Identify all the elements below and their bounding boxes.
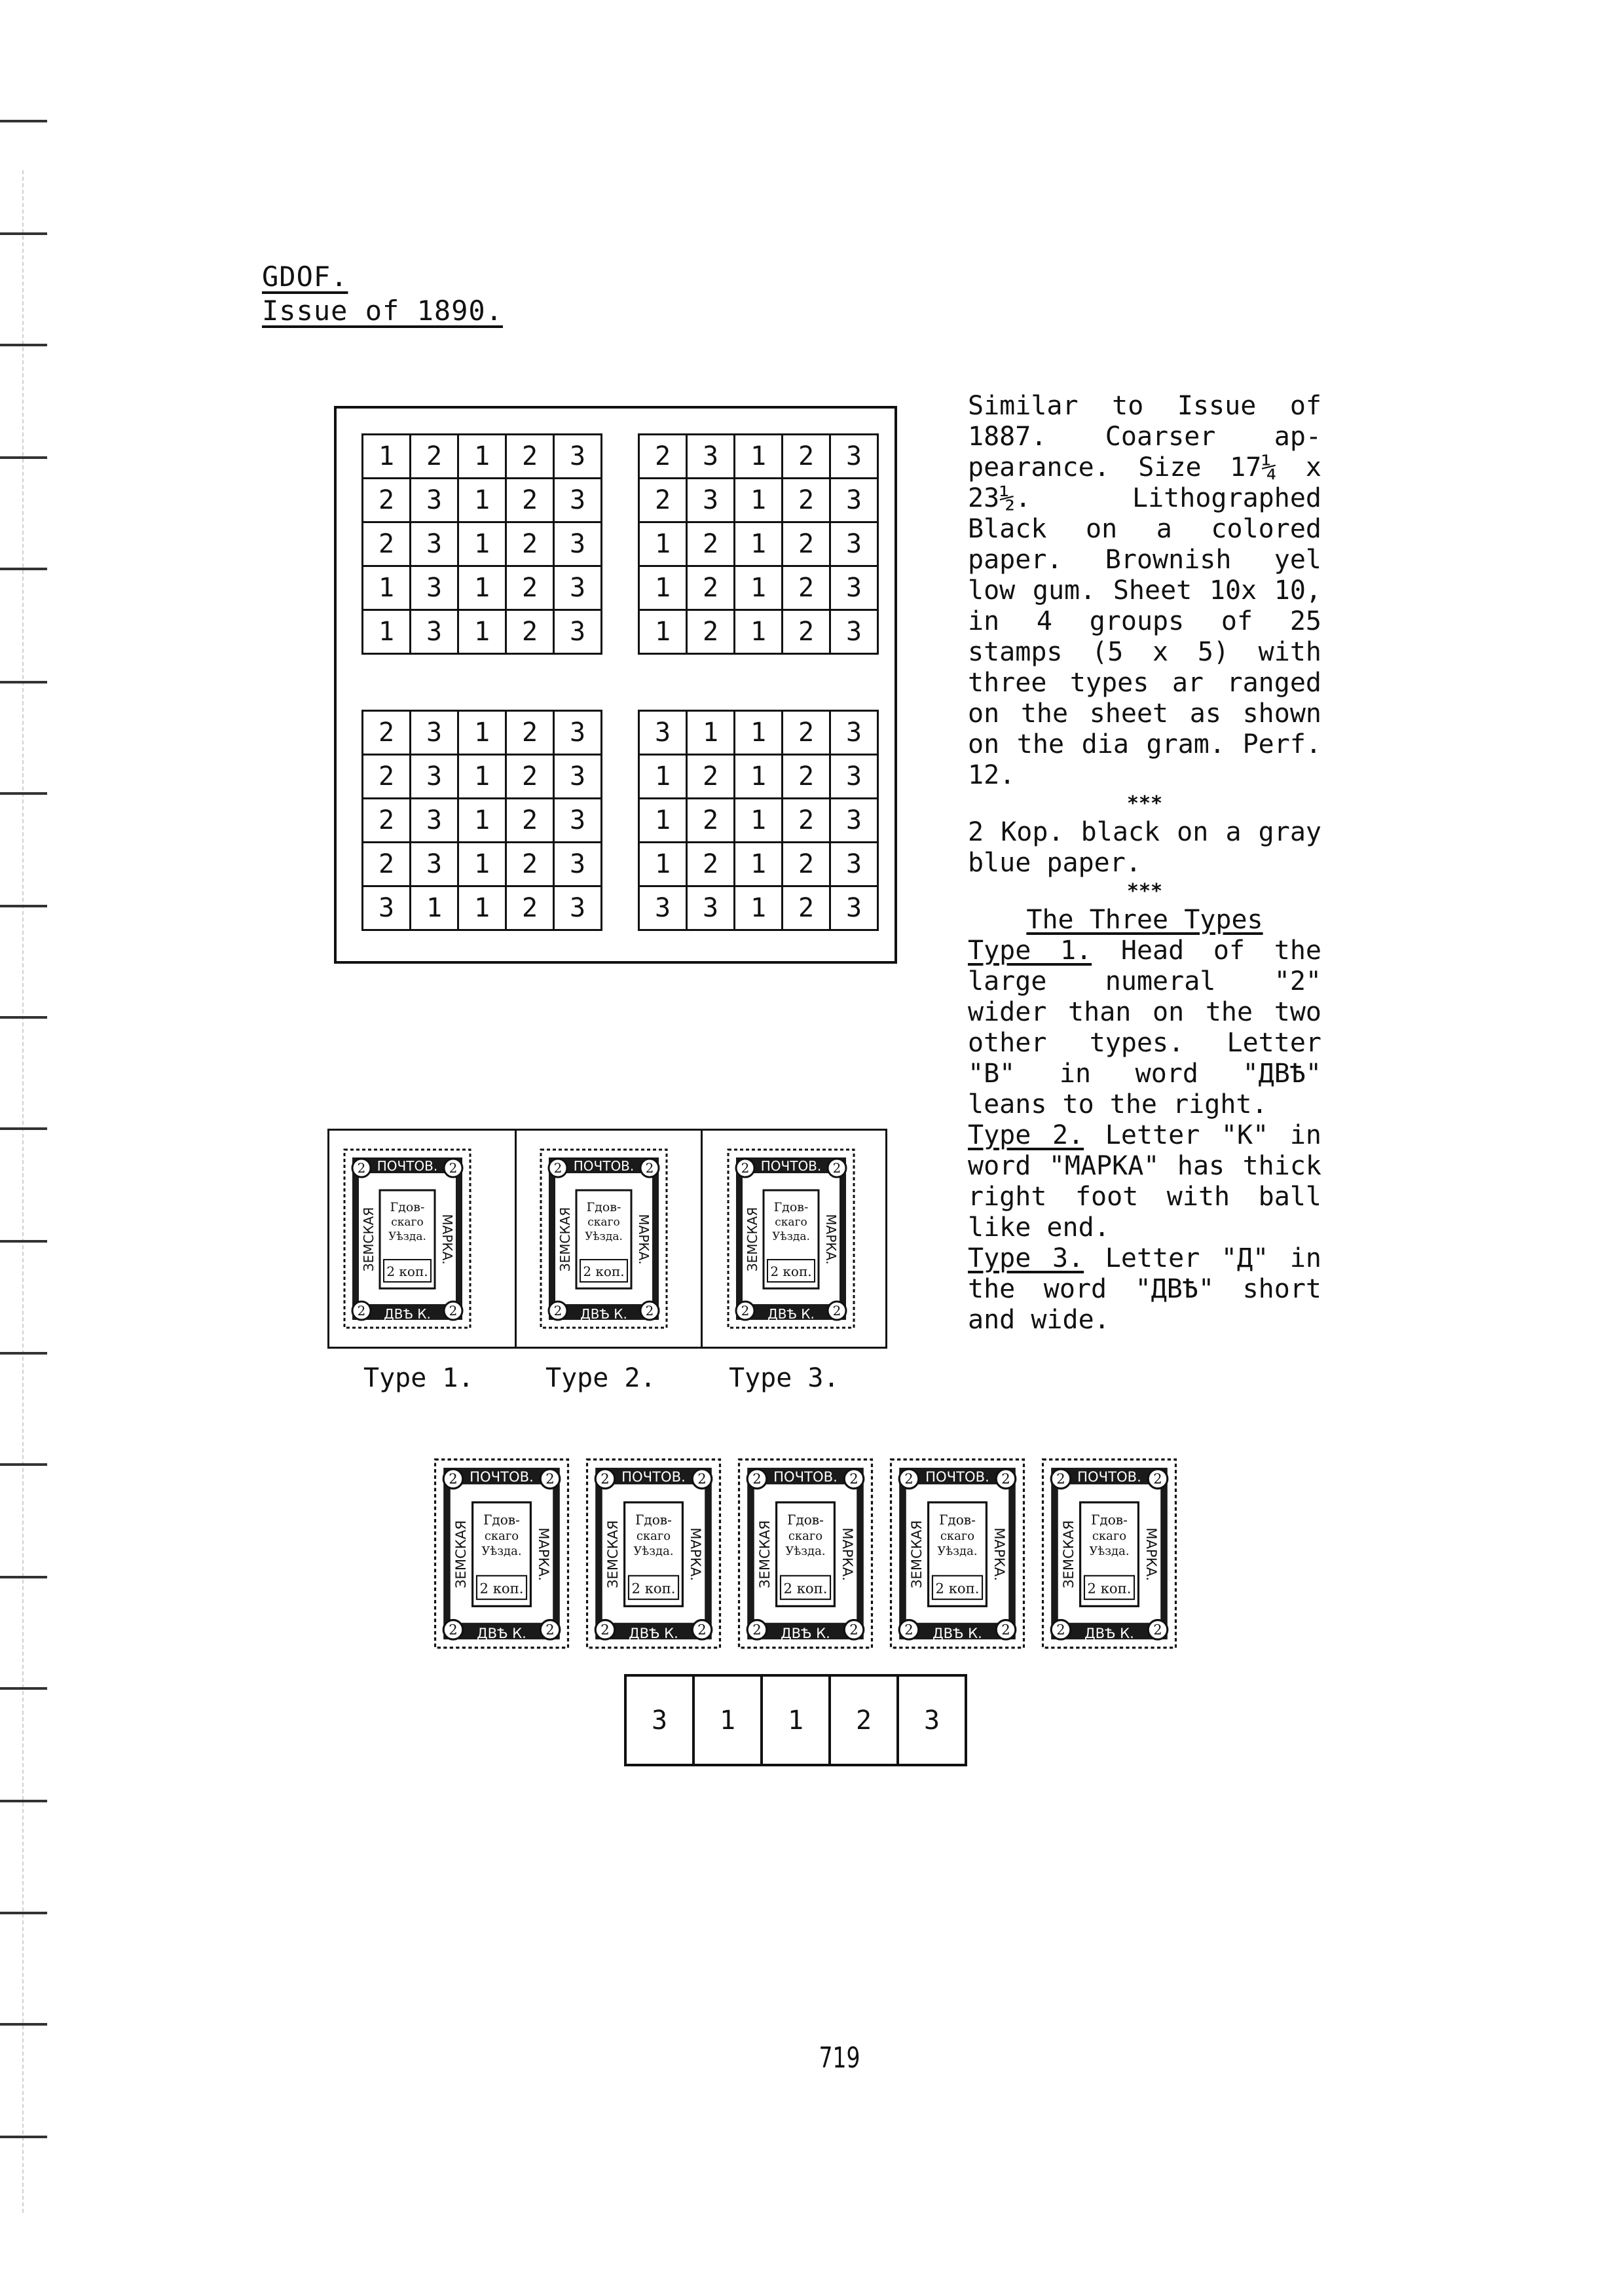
stamp-bottom-text: ДВѢ К.	[781, 1624, 830, 1641]
sheet-cell: 3	[687, 479, 735, 522]
stamp-right-text: МАРКА.	[439, 1214, 455, 1265]
sheet-cell: 3	[554, 566, 602, 610]
sheet-cell: 3	[554, 522, 602, 566]
stamp-bottom-text: ДВѢ К.	[580, 1306, 627, 1322]
sheet-cell: 3	[830, 435, 878, 479]
type-3-text: Letter "Д" in the word "ДВѢ" short and wide.	[968, 1243, 1321, 1335]
sheet-cell: 2	[506, 711, 554, 755]
sheet-cell: 1	[735, 843, 783, 886]
separator: ***	[1126, 792, 1163, 815]
sheet-cell: 2	[506, 755, 554, 799]
stamp-center-text: скаго	[484, 1529, 519, 1543]
sheet-cell: 3	[411, 479, 458, 522]
sheet-cell: 2	[506, 479, 554, 522]
stamp-top-text: ПОЧТОВ.	[925, 1468, 989, 1485]
binder-tick	[0, 2023, 47, 2026]
stamp-corner-numeral: 2	[545, 1470, 555, 1487]
frame-divider	[701, 1131, 703, 1347]
stamp-center-text: скаго	[940, 1529, 975, 1543]
sheet-cell: 3	[830, 755, 878, 799]
stamp-corner-numeral: 2	[600, 1470, 610, 1487]
sheet-cell: 2	[506, 435, 554, 479]
stamp-center-text: Уѣзда.	[937, 1544, 978, 1559]
type-2-caption: Type 2.	[545, 1363, 656, 1393]
stamp-center-text: Уѣзда.	[585, 1230, 623, 1243]
sheet-cell: 3	[830, 566, 878, 610]
stamp-strip	[432, 1457, 1185, 1653]
sheet-cell: 2	[687, 522, 735, 566]
stamp-left-text: ЗЕМСКАЯ	[756, 1520, 773, 1589]
binder-tick	[0, 792, 47, 795]
stamp-corner-numeral: 2	[752, 1621, 762, 1638]
stamp-corner-numeral: 2	[904, 1470, 913, 1487]
stamp-left-text: ЗЕМСКАЯ	[361, 1207, 377, 1272]
binder-tick	[0, 1352, 47, 1355]
sheet-cell: 2	[687, 755, 735, 799]
description-paragraph: Similar to Issue of 1887. Coarser ap- pearance. Size 17¼ x 23½. Lithographed Black on a colored paper. Brownish yel low gum. Sheet 10x 10, in 4 groups of 25 stamps (5 x 5) with three types ar ranged on the sheet as shown on the dia gram. Perf. 12.	[968, 391, 1321, 790]
binder-tick	[0, 1687, 47, 1690]
sheet-block	[361, 433, 602, 655]
stamp-value-text: 2 коп.	[479, 1580, 524, 1597]
sheet-cell: 1	[458, 755, 506, 799]
sheet-cell: 2	[506, 799, 554, 843]
stamp-corner-numeral: 2	[904, 1621, 913, 1638]
binder-tick	[0, 1463, 47, 1466]
sheet-cell: 2	[506, 522, 554, 566]
sheet-cell: 1	[458, 843, 506, 886]
sheet-cell: 2	[363, 843, 411, 886]
stamp-corner-numeral: 2	[1056, 1470, 1065, 1487]
binder-tick	[0, 344, 47, 346]
stamp-bottom-text: ДВѢ К.	[932, 1624, 982, 1641]
sheet-cell: 3	[830, 711, 878, 755]
stamp-corner-numeral: 2	[545, 1621, 555, 1638]
stamp-left-text: ЗЕМСКАЯ	[452, 1520, 470, 1589]
sheet-cell: 2	[363, 799, 411, 843]
page-subtitle: Issue of 1890.	[262, 295, 504, 327]
strip-type-cell: 3	[898, 1675, 966, 1765]
sheet-cell: 2	[783, 610, 830, 654]
sheet-cell: 1	[735, 799, 783, 843]
stamp-value-text: 2 коп.	[770, 1264, 812, 1279]
sheet-cell: 3	[639, 711, 687, 755]
binder-edge	[22, 170, 26, 2213]
strip-stamp	[584, 1457, 723, 1653]
stamp-corner-numeral: 2	[1001, 1470, 1010, 1487]
sheet-cell: 2	[687, 610, 735, 654]
sheet-block	[361, 710, 602, 931]
stamp-corner-numeral: 2	[553, 1160, 563, 1176]
sheet-cell: 2	[639, 479, 687, 522]
stamp-top-text: ПОЧТОВ.	[1077, 1468, 1141, 1485]
sheet-cell: 1	[458, 479, 506, 522]
stamp-corner-numeral: 2	[357, 1160, 366, 1176]
type-3-description	[968, 1243, 1321, 1336]
sheet-cell: 2	[506, 610, 554, 654]
separator: ***	[1126, 880, 1163, 903]
strip-type-cell: 1	[693, 1675, 762, 1765]
stamp-image	[726, 1140, 857, 1337]
stamp-corner-numeral: 2	[449, 1621, 458, 1638]
stamp-center-text: скаго	[636, 1529, 671, 1543]
sheet-cell: 1	[458, 610, 506, 654]
sheet-cell: 1	[735, 566, 783, 610]
sheet-cell: 2	[506, 843, 554, 886]
strip-type-cell: 2	[830, 1675, 898, 1765]
stamp-image	[1040, 1457, 1179, 1650]
binder-tick	[0, 1016, 47, 1019]
stamp-center-text: Уѣзда.	[1089, 1544, 1130, 1559]
sheet-cell: 2	[783, 755, 830, 799]
sheet-cell: 1	[735, 479, 783, 522]
sheet-cell: 1	[458, 799, 506, 843]
sheet-cell: 3	[411, 843, 458, 886]
strip-type-table	[624, 1674, 967, 1766]
sheet-cell: 2	[363, 479, 411, 522]
sheet-cell: 3	[411, 522, 458, 566]
stamp-corner-numeral: 2	[697, 1470, 707, 1487]
stamp-corner-numeral: 2	[1153, 1621, 1162, 1638]
stamp-value-text: 2 коп.	[935, 1580, 980, 1597]
stamp-corner-numeral: 2	[449, 1470, 458, 1487]
sheet-cell: 3	[830, 610, 878, 654]
stamp-value-text: 2 коп.	[631, 1580, 676, 1597]
stamp-center-text: Уѣзда.	[481, 1544, 522, 1559]
stamp-corner-numeral: 2	[752, 1470, 762, 1487]
binder-tick	[0, 1912, 47, 1914]
sheet-cell: 1	[363, 435, 411, 479]
sheet-cell: 1	[411, 886, 458, 930]
binder-tick	[0, 232, 47, 235]
sheet-cell: 2	[363, 711, 411, 755]
stamp-corner-numeral: 2	[741, 1303, 750, 1319]
type-stamp-1	[342, 1140, 473, 1339]
type-2-text: Letter "K" in word "MAPKA" has thick right foot with ball like end.	[968, 1120, 1321, 1243]
sheet-cell: 1	[458, 711, 506, 755]
stamp-center-text: Уѣзда.	[388, 1230, 426, 1243]
types-heading: The Three Types	[1026, 905, 1263, 935]
sheet-cell: 3	[554, 610, 602, 654]
sheet-cell: 1	[639, 610, 687, 654]
stamp-center-text: скаго	[587, 1216, 620, 1229]
binder-tick	[0, 681, 47, 683]
stamp-corner-numeral: 2	[553, 1303, 563, 1319]
sheet-cell: 2	[687, 566, 735, 610]
sheet-cell: 3	[830, 843, 878, 886]
sheet-cell: 1	[363, 610, 411, 654]
sheet-cell: 2	[506, 886, 554, 930]
sheet-cell: 3	[411, 610, 458, 654]
stamp-right-text: МАРКА.	[688, 1527, 705, 1581]
stamp-image	[538, 1140, 669, 1337]
sheet-cell: 3	[411, 799, 458, 843]
sheet-cell: 2	[639, 435, 687, 479]
type-1-description	[968, 936, 1321, 1120]
stamp-top-text: ПОЧТОВ.	[621, 1468, 686, 1485]
sheet-cell: 3	[554, 755, 602, 799]
sheet-diagram	[334, 406, 897, 964]
stamp-value-text: 2 коп.	[1087, 1580, 1132, 1597]
stamp-corner-numeral: 2	[849, 1621, 858, 1638]
stamp-bottom-text: ДВѢ К.	[629, 1624, 678, 1641]
stamp-bottom-text: ДВѢ К.	[767, 1306, 815, 1322]
stamp-image	[584, 1457, 723, 1650]
sheet-cell: 1	[735, 435, 783, 479]
sheet-cell: 3	[687, 435, 735, 479]
stamp-value-text: 2 коп.	[583, 1264, 625, 1279]
type-2-description	[968, 1120, 1321, 1243]
stamp-center-text: Гдов-	[773, 1200, 809, 1214]
sheet-cell: 2	[687, 799, 735, 843]
stamp-center-text: Уѣзда.	[785, 1544, 826, 1559]
stamp-center-text: скаго	[788, 1529, 823, 1543]
type-stamp-2	[538, 1140, 669, 1339]
sheet-cell: 3	[554, 711, 602, 755]
stamp-image	[888, 1457, 1027, 1650]
binder-tick	[0, 120, 47, 122]
sheet-cell: 1	[639, 522, 687, 566]
sheet-cell: 2	[687, 843, 735, 886]
sheet-block	[638, 433, 879, 655]
stamp-corner-numeral: 2	[697, 1621, 707, 1638]
stamp-image	[432, 1457, 571, 1650]
sheet-cell: 2	[783, 435, 830, 479]
stamp-corner-numeral: 2	[600, 1621, 610, 1638]
sheet-cell: 2	[783, 886, 830, 930]
sheet-cell: 3	[554, 435, 602, 479]
stamp-corner-numeral: 2	[357, 1303, 366, 1319]
stamp-center-text: скаго	[775, 1216, 807, 1229]
binder-tick	[0, 456, 47, 459]
binder-tick	[0, 905, 47, 907]
stamp-corner-numeral: 2	[741, 1160, 750, 1176]
strip-stamp	[432, 1457, 571, 1653]
sheet-cell: 3	[687, 886, 735, 930]
type-1-text: Head of the large numeral "2" wider than on the two other types. Letter "B" in word "ДВѢ" leans to the right.	[968, 936, 1321, 1120]
stamp-corner-numeral: 2	[832, 1160, 841, 1176]
sheet-cell: 3	[639, 886, 687, 930]
type-stamp-3	[726, 1140, 857, 1339]
type-3-caption: Type 3.	[729, 1363, 840, 1393]
description-column	[968, 391, 1321, 1336]
sheet-cell: 1	[687, 711, 735, 755]
sheet-cell: 3	[830, 479, 878, 522]
stamp-center-text: Гдов-	[635, 1512, 672, 1528]
stamp-right-text: МАРКА.	[823, 1214, 839, 1265]
stamp-corner-numeral: 2	[849, 1470, 858, 1487]
stamp-bottom-text: ДВѢ К.	[384, 1306, 431, 1322]
sheet-cell: 1	[639, 755, 687, 799]
sheet-cell: 1	[735, 610, 783, 654]
sheet-cell: 1	[458, 522, 506, 566]
sheet-cell: 3	[411, 566, 458, 610]
sheet-cell: 3	[554, 843, 602, 886]
stamp-center-text: Гдов-	[483, 1512, 520, 1528]
stamp-image	[342, 1140, 473, 1337]
type-1-label: Type 1.	[968, 936, 1092, 966]
stamp-value-text: 2 коп.	[783, 1580, 828, 1597]
stamp-left-text: ЗЕМСКАЯ	[908, 1520, 925, 1589]
sheet-cell: 1	[639, 843, 687, 886]
sheet-cell: 2	[506, 566, 554, 610]
binder-tick	[0, 2136, 47, 2138]
strip-stamp	[736, 1457, 875, 1653]
sheet-cell: 2	[363, 522, 411, 566]
strip-stamp	[1040, 1457, 1179, 1653]
stamp-corner-numeral: 2	[645, 1303, 654, 1319]
stamp-corner-numeral: 2	[832, 1303, 841, 1319]
stamp-right-text: МАРКА.	[991, 1527, 1008, 1581]
stamp-right-text: МАРКА.	[536, 1527, 553, 1581]
sheet-cell: 1	[639, 566, 687, 610]
sheet-cell: 2	[783, 479, 830, 522]
stamp-top-text: ПОЧТОВ.	[377, 1158, 438, 1174]
type-3-label: Type 3.	[968, 1243, 1084, 1273]
stamp-center-text: Гдов-	[390, 1200, 425, 1214]
sheet-cell: 1	[735, 755, 783, 799]
sheet-cell: 3	[554, 479, 602, 522]
binder-tick	[0, 1240, 47, 1243]
stamp-left-text: ЗЕМСКАЯ	[557, 1207, 573, 1272]
type-2-label: Type 2.	[968, 1120, 1084, 1150]
stamp-center-text: Гдов-	[787, 1512, 824, 1528]
sheet-block	[638, 710, 879, 931]
stamp-left-text: ЗЕМСКАЯ	[745, 1207, 760, 1272]
stamp-left-text: ЗЕМСКАЯ	[604, 1520, 621, 1589]
stamp-corner-numeral: 2	[1153, 1470, 1162, 1487]
stamp-center-text: Гдов-	[1091, 1512, 1128, 1528]
sheet-cell: 2	[783, 799, 830, 843]
strip-type-cell: 1	[762, 1675, 830, 1765]
stamp-top-text: ПОЧТОВ.	[573, 1158, 635, 1174]
stamp-top-text: ПОЧТОВ.	[773, 1468, 838, 1485]
type-1-caption: Type 1.	[363, 1363, 474, 1393]
sheet-cell: 1	[458, 435, 506, 479]
sheet-cell: 3	[830, 799, 878, 843]
sheet-cell: 2	[783, 843, 830, 886]
frame-divider	[515, 1131, 517, 1347]
binder-tick	[0, 568, 47, 570]
sheet-cell: 3	[411, 755, 458, 799]
sheet-cell: 2	[783, 711, 830, 755]
sheet-cell: 1	[363, 566, 411, 610]
stamp-corner-numeral: 2	[645, 1160, 654, 1176]
sheet-cell: 2	[363, 755, 411, 799]
sheet-cell: 2	[783, 522, 830, 566]
sheet-cell: 1	[735, 711, 783, 755]
stamp-image	[736, 1457, 875, 1650]
sheet-cell: 1	[735, 886, 783, 930]
sheet-cell: 1	[639, 799, 687, 843]
stamp-right-text: МАРКА.	[1143, 1527, 1160, 1581]
stamp-corner-numeral: 2	[1056, 1621, 1065, 1638]
sheet-cell: 3	[830, 522, 878, 566]
stamp-center-text: Уѣзда.	[633, 1544, 674, 1559]
binder-tick	[0, 1576, 47, 1578]
stamp-corner-numeral: 2	[1001, 1621, 1010, 1638]
sheet-cell: 3	[363, 886, 411, 930]
sheet-cell: 3	[411, 711, 458, 755]
stamp-top-text: ПОЧТОВ.	[470, 1468, 534, 1485]
stamp-bottom-text: ДВѢ К.	[1084, 1624, 1134, 1641]
page-title: GDOF.	[262, 261, 348, 293]
binder-tick	[0, 1800, 47, 1802]
stamp-right-text: МАРКА.	[636, 1214, 652, 1265]
sheet-cell: 2	[411, 435, 458, 479]
stamp-center-text: скаго	[1092, 1529, 1127, 1543]
sheet-cell: 2	[783, 566, 830, 610]
sheet-cell: 1	[458, 566, 506, 610]
stamp-value-text: 2 коп.	[386, 1264, 428, 1279]
sheet-cell: 1	[458, 886, 506, 930]
stamp-center-text: Гдов-	[939, 1512, 976, 1528]
sheet-cell: 3	[554, 799, 602, 843]
stamp-top-text: ПОЧТОВ.	[760, 1158, 822, 1174]
page-number: 719	[819, 2041, 860, 2075]
strip-type-cell: 3	[625, 1675, 693, 1765]
sheet-cell: 1	[735, 522, 783, 566]
strip-stamp	[888, 1457, 1027, 1653]
stamp-right-text: МАРКА.	[840, 1527, 857, 1581]
stamp-center-text: Уѣзда.	[772, 1230, 810, 1243]
stamp-corner-numeral: 2	[449, 1160, 458, 1176]
stamp-bottom-text: ДВѢ К.	[477, 1624, 526, 1641]
stamp-color-note: 2 Kop. black on a gray blue paper.	[968, 817, 1321, 878]
stamp-corner-numeral: 2	[449, 1303, 458, 1319]
stamp-left-text: ЗЕМСКАЯ	[1060, 1520, 1077, 1589]
binder-tick	[0, 1127, 47, 1130]
sheet-cell: 3	[830, 886, 878, 930]
sheet-cell: 3	[554, 886, 602, 930]
stamp-center-text: скаго	[391, 1216, 424, 1229]
stamp-center-text: Гдов-	[586, 1200, 621, 1214]
